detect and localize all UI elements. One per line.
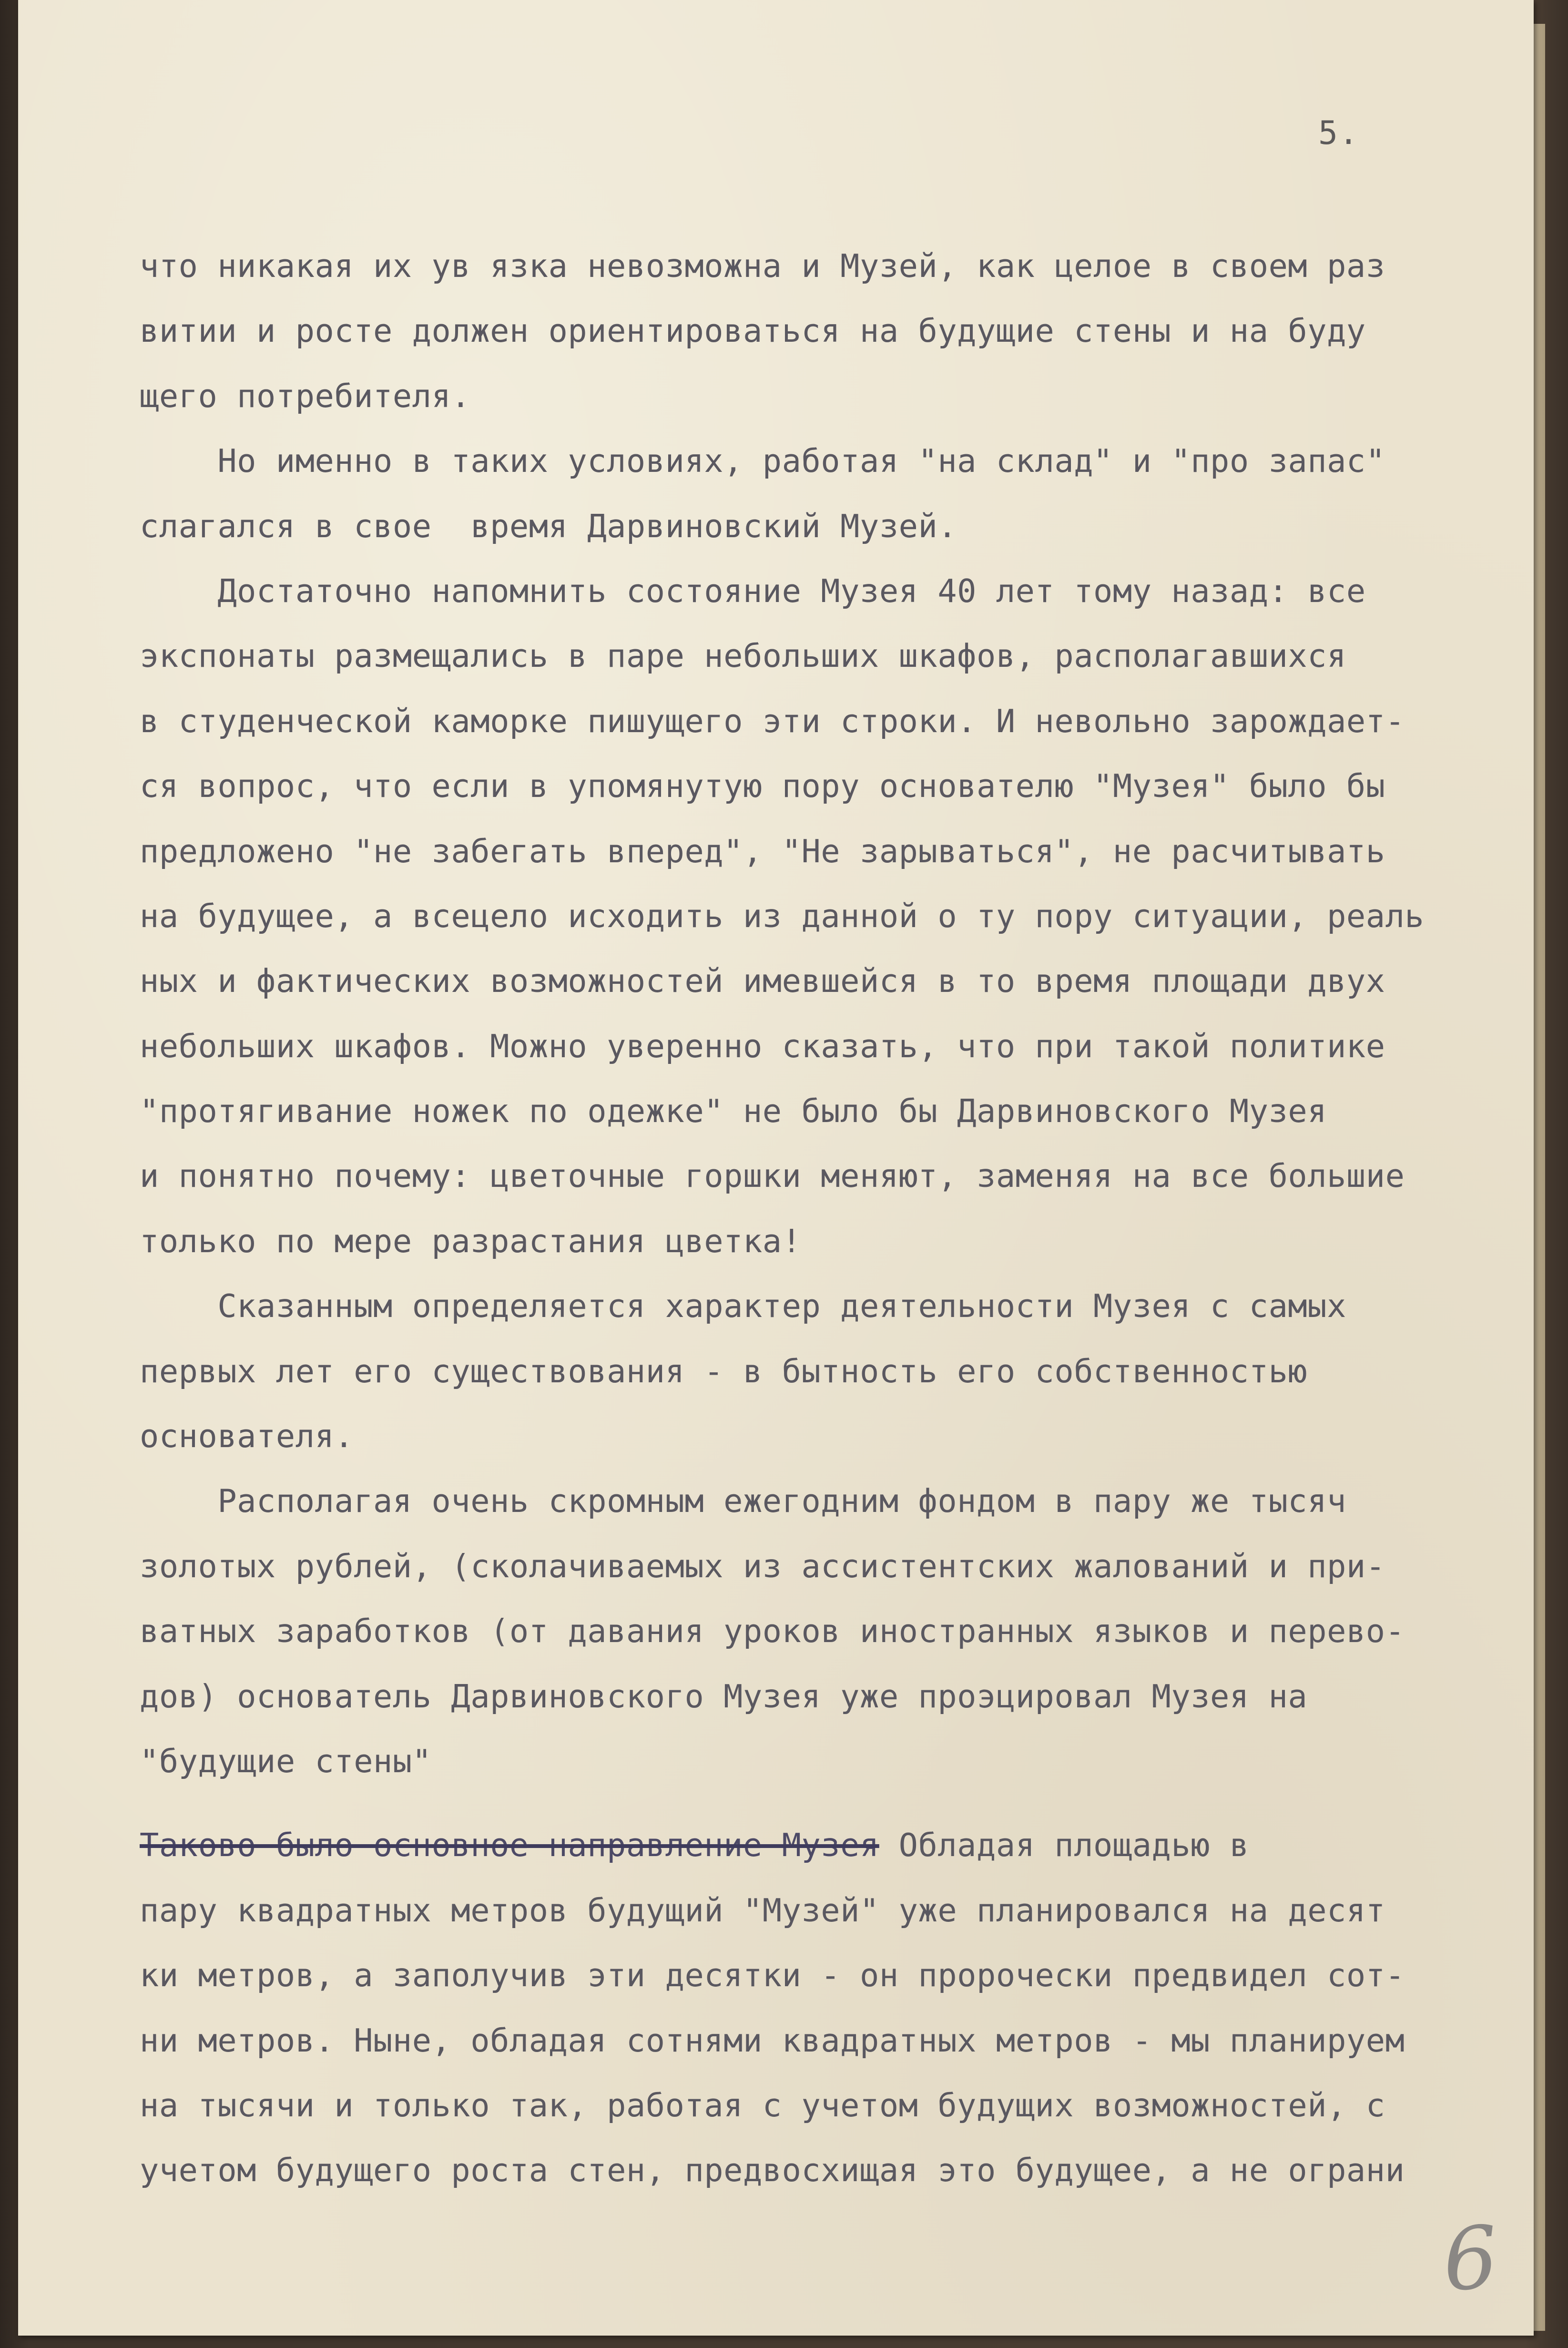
text-line: ки метров, а заполучив эти десятки - он пророчески предвидел сот-	[140, 1957, 1405, 1994]
text-line: на тысячи и только так, работая с учетом будущих возможностей, с	[140, 2086, 1385, 2124]
document-page	[18, 0, 1534, 2336]
text-line: Сказанным определяется характер деятельности Музея с самых	[140, 1287, 1346, 1325]
text-line: в студенческой каморке пишущего эти строки. И невольно зарождает-	[140, 702, 1405, 740]
text-line: дов) основатель Дарвиновского Музея уже проэцировал Музея на	[140, 1677, 1308, 1715]
text-line: слагался в свое время Дарвиновский Музей.	[140, 507, 957, 545]
final-paragraph-start: Обладая площадью в	[879, 1827, 1249, 1864]
paragraph-gap	[140, 1794, 1498, 1813]
text-line-struck	[140, 1813, 1498, 1878]
text-line: и понятно почему: цветочные горшки меняют, заменяя на все большие	[140, 1157, 1405, 1195]
text-line: что никакая их ув язка невозможна и Музей, как целое в своем раз	[140, 247, 1385, 285]
text-line: Располагая очень скромным ежегодним фондом в пару же тысяч	[140, 1482, 1346, 1520]
text-line: щего потребителя.	[140, 377, 471, 415]
text-line: ных и фактических возможностей имевшейся в то время площади двух	[140, 962, 1385, 1000]
text-line: ни метров. Ныне, обладая сотнями квадратных метров - мы планируем	[140, 2021, 1405, 2059]
page-number: 5.	[1318, 114, 1359, 152]
struck-out-text: Таково было основное направление Музея	[140, 1827, 879, 1864]
text-line: небольших шкафов. Можно уверенно сказать, что при такой политике	[140, 1027, 1385, 1065]
text-line: золотых рублей, (сколачиваемых из ассистентских жалований и при-	[140, 1547, 1385, 1585]
text-line: экспонаты размещались в паре небольших шкафов, располагавшихся	[140, 637, 1346, 675]
text-line: витии и росте должен ориентироваться на будущие стены и на буду	[140, 312, 1366, 350]
text-line: учетом будущего роста стен, предвосхищая это будущее, а не ограни	[140, 2152, 1405, 2189]
text-line: первых лет его существования - в бытность его собственностью	[140, 1352, 1308, 1390]
text-line: на будущее, а всецело исходить из данной о ту пору ситуации, реаль	[140, 897, 1425, 935]
text-line: предложено "не забегать вперед", "Не зарываться", не расчитывать	[140, 832, 1385, 870]
text-line: ватных заработков (от давания уроков иностранных языков и перево-	[140, 1613, 1405, 1650]
text-line: пару квадратных метров будущий "Музей" уже планировался на десят	[140, 1891, 1385, 1929]
text-line: только по мере разрастания цветка!	[140, 1222, 802, 1260]
text-line: "будущие стены"	[140, 1742, 432, 1780]
text-line: "протягивание ножек по одежке" не было бы Дарвиновского Музея	[140, 1092, 1327, 1130]
text-line: Но именно в таких условиях, работая "на склад" и "про запас"	[140, 442, 1385, 480]
typed-text-body	[140, 234, 1498, 2203]
handwritten-page-number: 6	[1439, 2207, 1501, 2311]
text-line: ся вопрос, что если в упомянутую пору основателю "Музея" было бы	[140, 767, 1385, 805]
text-line: Достаточно напомнить состояние Музея 40 лет тому назад: все	[140, 572, 1366, 610]
text-line: основателя.	[140, 1418, 354, 1455]
